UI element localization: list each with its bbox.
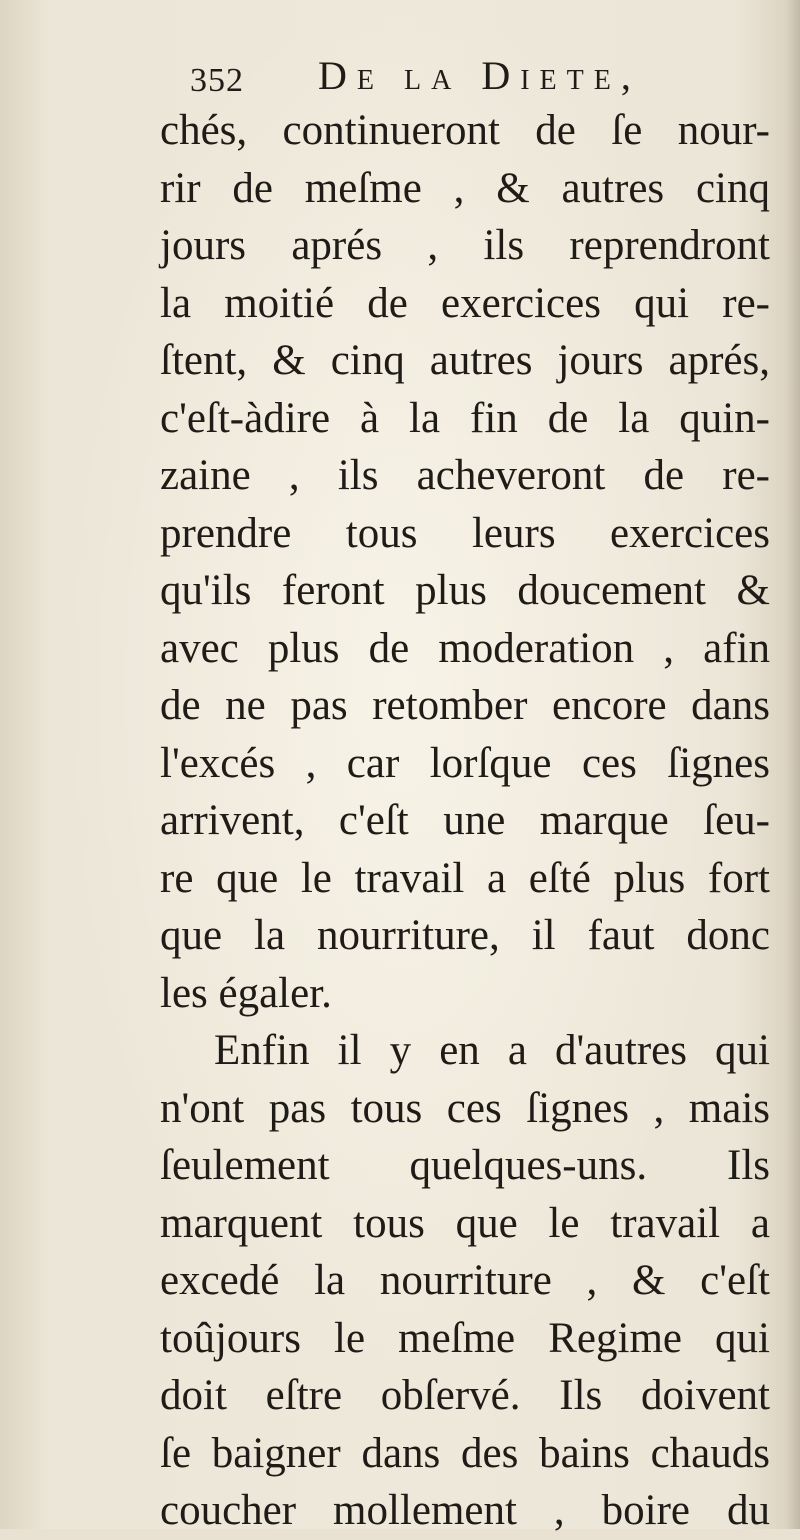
text-line: c'eſt-àdire à la fin de la quin- bbox=[160, 394, 770, 442]
body-text bbox=[160, 102, 770, 1540]
text-line: toûjours le meſme Regime qui bbox=[160, 1314, 770, 1362]
text-line: qu'ils feront plus doucement & bbox=[160, 567, 770, 614]
text-line: n'ont pas tous ces ſignes , mais bbox=[160, 1084, 770, 1132]
running-head-title: De la Diete, bbox=[318, 53, 641, 98]
text-line: jours aprés , ils reprendront bbox=[160, 222, 770, 269]
text-line: ſe baigner dans des bains chauds bbox=[160, 1429, 770, 1477]
text-line: arrivent, c'eſt une marque ſeu- bbox=[160, 797, 770, 844]
text-line: l'excés , car lorſque ces ſignes bbox=[160, 739, 770, 787]
text-line: excedé la nourriture , & c'eſt bbox=[160, 1257, 770, 1304]
text-line: ſtent, & cinq autres jours aprés, bbox=[160, 337, 770, 384]
text-line: coucher mollement , boire du bbox=[160, 1487, 770, 1534]
text-line: zaine , ils acheveront de re- bbox=[160, 452, 770, 499]
page-number: 352 bbox=[190, 62, 244, 99]
text-line: chés, continueront de ſe nour- bbox=[160, 107, 770, 154]
page-edge-shadow bbox=[786, 0, 800, 1529]
running-head bbox=[190, 52, 710, 106]
text-line: re que le travail a eſté plus fort bbox=[160, 854, 770, 902]
text-line: doit eſtre obſervé. Ils doivent bbox=[160, 1372, 770, 1419]
text-line: ſeulement quelques-uns. Ils bbox=[160, 1142, 770, 1189]
paragraph-end-line: les égaler. bbox=[160, 969, 332, 1017]
text-line: que la nourriture, il faut donc bbox=[160, 912, 770, 959]
text-line: de ne pas retomber encore dans bbox=[160, 682, 770, 729]
text-line: rir de meſme , & autres cinq bbox=[160, 164, 770, 212]
paragraph-start-line: Enfin il y en a d'autres qui bbox=[214, 1027, 770, 1074]
text-line: avec plus de moderation , afin bbox=[160, 624, 770, 672]
text-line: marquent tous que le travail a bbox=[160, 1199, 770, 1247]
text-line: la moitié de exercices qui re- bbox=[160, 279, 770, 327]
text-line: prendre tous leurs exercices bbox=[160, 509, 770, 557]
